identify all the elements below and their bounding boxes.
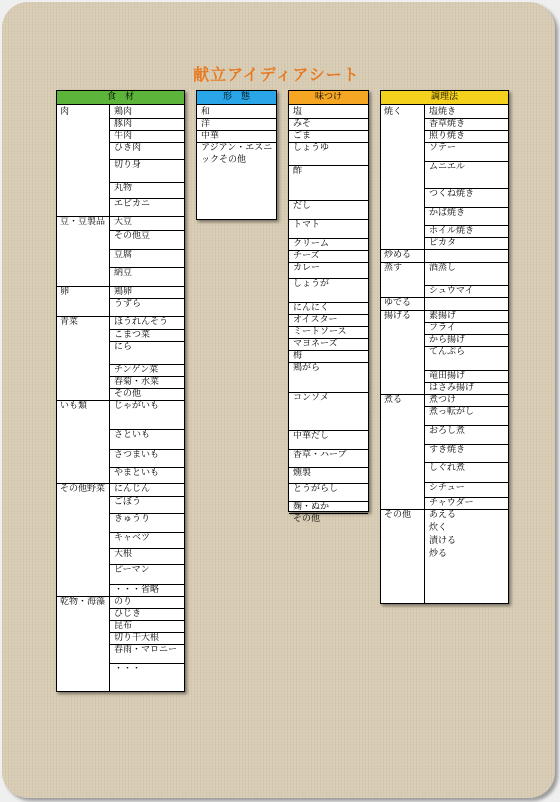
seasoning-header: 味つけ	[289, 91, 368, 105]
seasoning-item: コンソメ	[293, 392, 329, 403]
ingredient-item: やまといも	[114, 468, 160, 479]
column-divider	[109, 105, 110, 691]
sheet-title: 献立アイディアシート	[193, 65, 360, 84]
seasoning-item: 中華だし	[293, 431, 330, 441]
cooking-item: ムニエル	[429, 162, 466, 173]
cooking-item: 素揚げ	[429, 311, 457, 321]
seasoning-table	[288, 90, 369, 524]
ingredient-item: のり	[114, 596, 133, 607]
cooking-item: シチュー	[429, 482, 465, 493]
seasoning-item: しょうが	[293, 278, 330, 289]
ingredient-item: 鶏卵	[114, 287, 133, 297]
seasoning-item: ごま	[293, 131, 312, 141]
seasoning-item: とうがらし	[293, 483, 339, 494]
form-item: アジアン・エスニックその他	[201, 143, 273, 165]
cooking-header: 調理法	[381, 91, 508, 105]
cooking-item: 煮っ転がし	[429, 407, 475, 417]
ingredient-item: さといも	[114, 429, 151, 440]
cooking-item: フライ	[429, 323, 456, 333]
column-divider	[424, 105, 425, 603]
cooking-item: 煮つけ	[429, 395, 457, 405]
ingredient-item: チンゲン菜	[114, 365, 159, 375]
cooking-item: ピカタ	[429, 237, 457, 248]
ingredient-item: にんじん	[114, 483, 151, 494]
seasoning-item: 燻製	[293, 468, 312, 479]
ingredient-item: ひじき	[114, 608, 142, 619]
ingredient-item: 昆布	[114, 620, 133, 631]
seasoning-item: 香草・ハーブ	[293, 450, 347, 461]
cooking-method: 煮る	[384, 395, 403, 405]
seasoning-item: 酢	[293, 165, 303, 176]
seasoning-item: チーズ	[293, 251, 320, 261]
ingredient-item: エビカニ	[114, 199, 151, 210]
ingredient-category: 豆・豆製品	[60, 217, 106, 228]
ingredient-item: きゅうり	[114, 513, 151, 524]
ingredient-item: 大根	[114, 548, 133, 559]
cooking-method: 焼く	[384, 107, 403, 117]
ingredient-category: 青菜	[60, 317, 79, 327]
cooking-item: ソテー	[429, 143, 457, 153]
cooking-item: から揚げ	[429, 335, 466, 345]
ingredient-item: じゃがいも	[114, 401, 160, 411]
cooking-item: あえる	[429, 510, 457, 521]
seasoning-item: にんにく	[293, 302, 330, 313]
cooking-item: 照り焼き	[429, 131, 466, 141]
ingredient-item: さつまいも	[114, 450, 160, 461]
seasoning-item: その他	[293, 513, 321, 524]
cooking-item: 炊く	[429, 523, 448, 534]
ingredient-item: キャベツ	[114, 533, 151, 543]
ingredient-item: その他	[114, 389, 142, 399]
ingredient-item: 切り干大根	[114, 632, 160, 643]
cooking-method: 炒める	[384, 249, 412, 260]
ingredient-item: 豆腐	[114, 249, 133, 260]
cooking-item: かば焼き	[429, 207, 466, 218]
cooking-item: シュウマイ	[429, 285, 474, 296]
seasoning-item: トマト	[293, 219, 321, 230]
seasoning-item: クリーム	[293, 239, 330, 249]
cooking-item: 塩焼き	[429, 107, 457, 117]
seasoning-item: ミートソース	[293, 326, 347, 337]
ingredient-item: ほうれんそう	[114, 317, 169, 327]
ingredient-item: ピーマン	[114, 565, 150, 576]
cooking-table	[380, 90, 509, 604]
ingredient-item: 鶏肉	[114, 107, 133, 117]
ingredient-category: 肉	[60, 107, 70, 117]
ingredient-item: ひき肉	[114, 143, 142, 153]
cooking-item: つくね焼き	[429, 188, 475, 199]
ingredient-item: ごぼう	[114, 497, 142, 507]
form-item: 洋	[201, 119, 211, 129]
cooking-item: おろし煮	[429, 426, 466, 437]
ingredient-item: 大豆	[114, 217, 133, 228]
cooking-item: 竜田揚げ	[429, 371, 466, 381]
seasoning-item: しょうゆ	[293, 143, 330, 153]
cooking-method: 揚げる	[384, 311, 412, 321]
cooking-item: ホイル焼き	[429, 225, 475, 236]
ingredient-item: こまつ菜	[114, 330, 151, 341]
cooking-item: 漬ける	[429, 536, 457, 547]
seasoning-item: みそ	[293, 119, 312, 129]
form-item: 中華	[201, 131, 220, 141]
ingredient-category: 乾物・海藻	[60, 596, 106, 607]
cooking-item: すき焼き	[429, 445, 466, 456]
ingredient-item: うずら	[114, 299, 142, 309]
ingredient-item: 春雨・マロニー	[114, 644, 178, 655]
seasoning-item: オイスター	[293, 314, 338, 325]
cooking-method: 蒸す	[384, 263, 403, 273]
ingredients-header: 食 材	[57, 91, 184, 105]
cooking-item: 香草焼き	[429, 119, 466, 129]
ingredient-category: 卵	[60, 287, 70, 297]
ingredient-item: にら	[114, 342, 133, 353]
ingredient-item: 春菊・水菜	[114, 377, 160, 387]
ingredient-item: ・・・省略	[114, 584, 160, 595]
cooking-item: 酒蒸し	[429, 263, 457, 273]
ingredient-item: 切り身	[114, 159, 142, 170]
form-table	[196, 90, 277, 220]
cooking-method: その他	[384, 510, 412, 521]
ingredients-table	[56, 90, 185, 692]
seasoning-item: 塩	[293, 107, 303, 117]
cooking-item: しぐれ煮	[429, 463, 466, 474]
seasoning-item: 鶏がら	[293, 362, 321, 373]
cooking-item: てんぷら	[429, 347, 466, 357]
seasoning-item: だし	[293, 200, 312, 211]
ingredient-item: 納豆	[114, 267, 133, 278]
ingredient-category: その他野菜	[60, 483, 106, 494]
cooking-method: ゆでる	[384, 297, 412, 308]
form-item: 和	[201, 107, 211, 117]
seasoning-item: マヨネーズ	[293, 338, 338, 349]
ingredient-item: その他豆	[114, 230, 151, 241]
seasoning-item: 梅	[293, 350, 303, 361]
ingredient-item: 牛肉	[114, 131, 133, 141]
ingredient-category: いも類	[60, 401, 88, 411]
seasoning-item: カレー	[293, 263, 321, 273]
ingredient-item: 丸物	[114, 182, 133, 193]
seasoning-item: 麹・ぬか	[293, 501, 330, 512]
ingredient-item: 豚肉	[114, 119, 133, 129]
cooking-item: はさみ揚げ	[429, 383, 475, 393]
cooking-item: チャウダー	[429, 498, 474, 509]
ingredient-item: ・・・	[114, 663, 142, 674]
form-header: 形 態	[197, 91, 276, 105]
cooking-item: 炒る	[429, 549, 448, 560]
